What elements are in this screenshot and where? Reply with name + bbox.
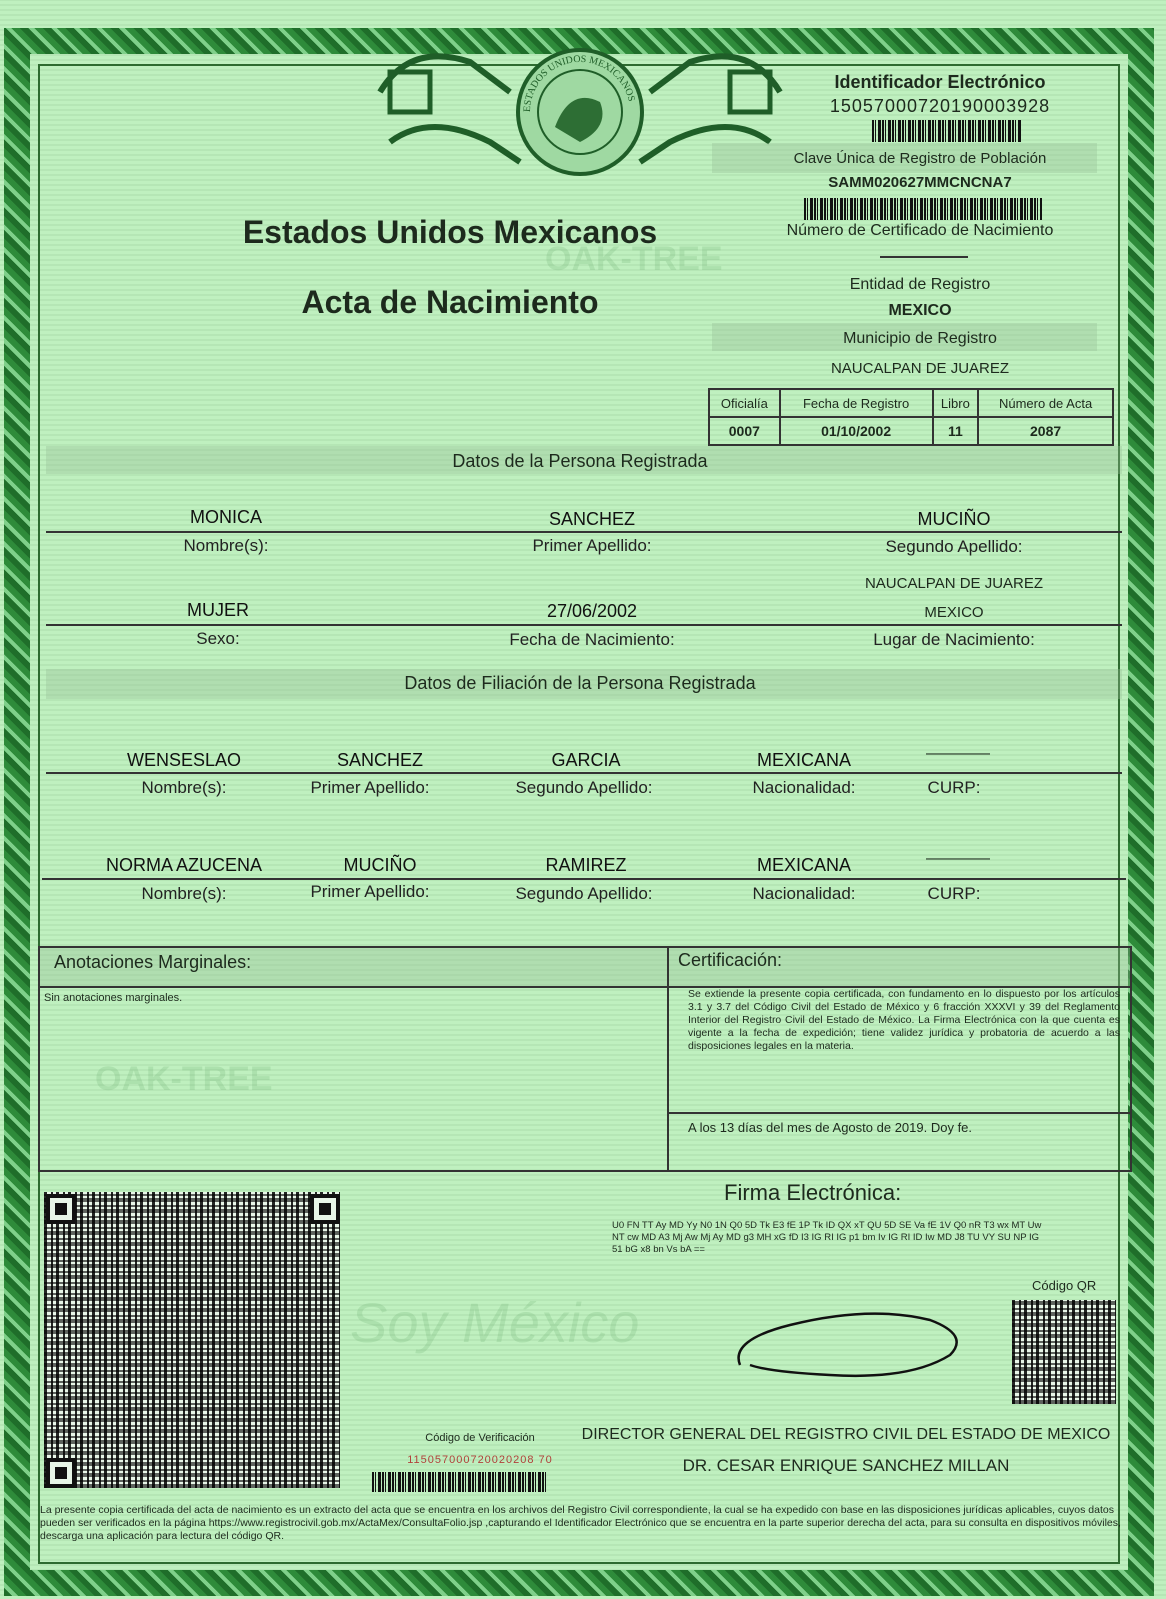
verification-barcode	[372, 1472, 548, 1492]
municipality-label: Municipio de Registro	[843, 330, 997, 347]
parent1-curp: ————	[926, 745, 990, 762]
seal-text: ESTADOS UNIDOS MEXICANOS	[521, 53, 637, 113]
birth-cert-line	[880, 256, 968, 258]
person-first-surname: SANCHEZ	[548, 509, 635, 529]
electronic-id-barcode	[872, 120, 1022, 142]
qr-finder-icon	[46, 1194, 76, 1224]
annotations-text: Sin anotaciones marginales.	[44, 992, 183, 1004]
signature-title: Firma Electrónica:	[724, 1180, 902, 1205]
registry-table	[708, 388, 1114, 446]
cert-date-line	[667, 1112, 1132, 1114]
registry-header-libro: Libro	[933, 389, 979, 417]
parent1-second-surname-label: Segundo Apellido:	[515, 778, 653, 797]
annotations-title: Anotaciones Marginales:	[54, 952, 252, 972]
director-title: DIRECTOR GENERAL DEL REGISTRO CIVIL DEL ESTADO DE MEXICO	[581, 1426, 1111, 1443]
birth-cert-label: Número de Certificado de Nacimiento	[786, 222, 1054, 239]
entity-value: MEXICO	[888, 302, 952, 319]
parent2-nationality: MEXICANA	[756, 855, 852, 875]
second-surname-label: Segundo Apellido:	[885, 537, 1023, 556]
watermark-oak-tree: OAK-TREE	[545, 240, 723, 278]
qr-finder-icon	[310, 1194, 340, 1224]
verification-label: Código de Verificación	[425, 1432, 535, 1444]
person-sex: MUJER	[187, 600, 249, 620]
watermark-soy-mexico: Soy México	[350, 1291, 640, 1354]
parent2-line	[42, 878, 1126, 880]
registry-value-libro: 11	[933, 417, 979, 445]
registry-header-fecha: Fecha de Registro	[780, 389, 933, 417]
parent1-second-surname: GARCIA	[551, 750, 621, 770]
parent1-name-label: Nombre(s):	[141, 778, 227, 797]
parent1-first-surname: SANCHEZ	[336, 750, 423, 770]
country-title: Estados Unidos Mexicanos	[242, 214, 658, 250]
parent2-second-surname-label: Segundo Apellido:	[515, 884, 653, 903]
parent2-second-surname: RAMIREZ	[545, 855, 627, 875]
curp-value: SAMM020627MMCNCNA7	[828, 174, 1012, 191]
signature-text: U0 FN TT Ay MD Yy N0 1N Q0 5D Tk E3 fE 1P Tk ID QX xT QU 5D SE Va fE 1V Q0 nR T3 wx MT Uw NT cw MD A3 Mj Aw Mj Ay MD g3 MH xG fD I3 IG RI IG p1 bm Iv IG RI ID Iw MD J8 TU VY SU NP IG 51 bG x8 bn Vs bA ==	[612, 1220, 1042, 1255]
curp-barcode	[804, 198, 1042, 220]
parent1-nationality-label: Nacionalidad:	[752, 778, 856, 797]
certification-text: Se extiende la presente copia certificada, con fundamento en lo dispuesto por los artículos 3.1 y 3.7 del Código Civil del Estado de México y 6 fracción XXXVI y 39 del Reglamento Interior del Registro Civil del Estado de México. La Firma Electrónica con la que cuenta es vigente a la fecha de expedición; tiene validez jurídica y probatoria de acuerdo a las disposiciones legales en la materia.	[688, 988, 1120, 1052]
certification-title: Certificación:	[678, 950, 783, 970]
parent2-curp-label: CURP:	[927, 884, 981, 903]
verification-code: 115057000720020208 70	[407, 1454, 553, 1466]
birth-place-line1: NAUCALPAN DE JUAREZ	[864, 575, 1044, 592]
person-line-1	[46, 531, 1122, 533]
curp-label: Clave Única de Registro de Población	[793, 150, 1047, 167]
parent1-name: WENSESLAO	[126, 750, 242, 770]
parent1-first-surname-label: Primer Apellido:	[310, 778, 430, 797]
birth-date-label: Fecha de Nacimiento:	[509, 630, 675, 649]
person-section-title: Datos de la Persona Registrada	[452, 451, 708, 471]
person-birth-date: 27/06/2002	[546, 601, 638, 621]
parent2-curp: ————	[926, 850, 990, 867]
birth-place-label: Lugar de Nacimiento:	[873, 630, 1035, 649]
parent2-name: NORMA AZUCENA	[105, 855, 263, 875]
person-line-2	[46, 624, 1122, 626]
registry-value-oficialia: 0007	[709, 417, 780, 445]
document-title: Acta de Nacimiento	[301, 284, 599, 320]
qr-finder-icon	[46, 1458, 76, 1488]
parent1-line	[46, 772, 1122, 774]
birth-place-line2: MEXICO	[924, 604, 984, 621]
parent2-nationality-label: Nacionalidad:	[752, 884, 856, 903]
qr-label: Código QR	[1032, 1278, 1097, 1293]
parent2-name-label: Nombre(s):	[141, 884, 227, 903]
person-name: MONICA	[190, 507, 262, 527]
sex-label: Sexo:	[196, 629, 240, 648]
electronic-id-value: 15057000720190003928	[829, 96, 1051, 116]
director-name: DR. CESAR ENRIQUE SANCHEZ MILLAN	[682, 1456, 1010, 1475]
parent1-curp-label: CURP:	[927, 778, 981, 797]
registry-header-oficialia: Oficialía	[709, 389, 780, 417]
footer-text: La presente copia certificada del acta de nacimiento es un extracto del acta que se encuentra en los archivos del Registro Civil correspondiente, la cual se ha expedido con base en las disposiciones jurídicas aplicables, cuyos datos pueden ser verificados en la página https://www.registrocivil.gob.mx/ActaMex/ConsultaFolio.jsp ,capturando el Identificador Electrónico que se encuentra en la parte superior derecha del acta, para su consulta en dispositivos móviles, descarga una aplicación para lectura del código QR.	[40, 1504, 1121, 1542]
electronic-id-label: Identificador Electrónico	[834, 72, 1046, 92]
name-label: Nombre(s):	[183, 536, 269, 555]
large-qr-code	[44, 1192, 340, 1488]
parent2-first-surname: MUCIÑO	[343, 855, 417, 875]
parent2-first-surname-label: Primer Apellido:	[310, 882, 430, 901]
first-surname-label: Primer Apellido:	[532, 536, 652, 555]
person-second-surname: MUCIÑO	[917, 509, 991, 529]
handwritten-signature-icon	[730, 1300, 970, 1390]
entity-label: Entidad de Registro	[849, 276, 991, 293]
certification-date: A los 13 días del mes de Agosto de 2019. Doy fe.	[688, 1120, 973, 1135]
registry-value-acta: 2087	[978, 417, 1113, 445]
small-qr-code	[1012, 1300, 1116, 1404]
registry-header-acta: Número de Acta	[978, 389, 1113, 417]
parent1-nationality: MEXICANA	[756, 750, 852, 770]
filiation-section-title: Datos de Filiación de la Persona Registrada	[404, 673, 756, 693]
registry-value-fecha: 01/10/2002	[780, 417, 933, 445]
municipality-value: NAUCALPAN DE JUAREZ	[830, 360, 1010, 377]
watermark-oak-tree: OAK-TREE	[95, 1060, 273, 1098]
